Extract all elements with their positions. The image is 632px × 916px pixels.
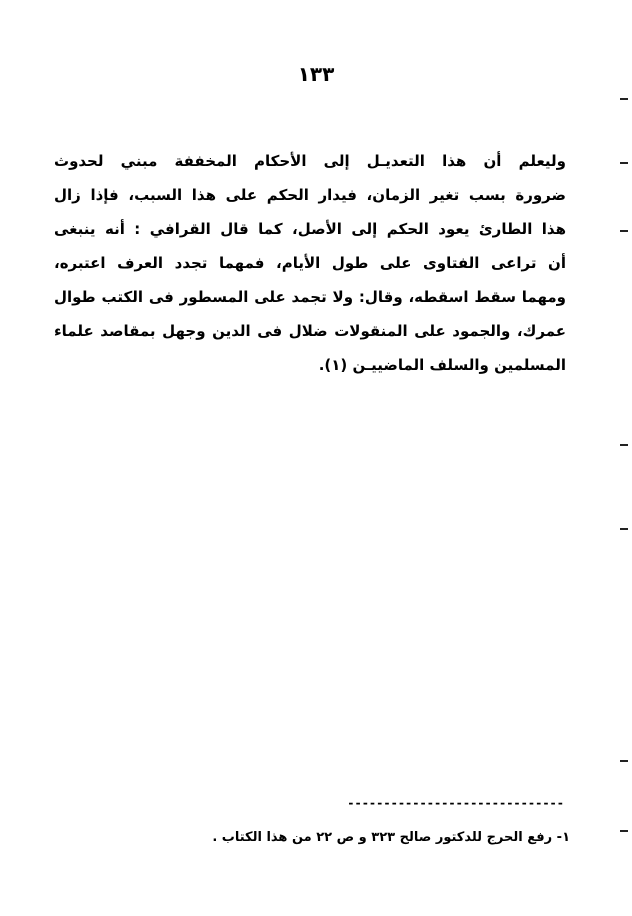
margin-mark (620, 830, 628, 832)
body-line: ضرورة بسب تغير الزمان، فيدار الحكم على هذا السبب، فإذا زال (54, 186, 566, 204)
body-paragraph (54, 144, 566, 382)
body-line: المسلمين والسلف الماضييـن (١). (318, 356, 566, 374)
margin-mark (620, 98, 628, 100)
footnote-separator: ------------------------------ (347, 796, 564, 810)
margin-mark (620, 230, 628, 232)
body-line: وليعلم أن هذا التعديـل إلى الأحكام المخففة مبني لحدوث (54, 152, 566, 170)
page-number: ١٣٣ (297, 62, 335, 86)
body-line: عمرك، والجمود على المنقولات ضلال فى الدين وجهل بمقاصد علماء (54, 322, 566, 340)
body-line: ومهما سقط اسقطه، وقال: ولا تجمد على المسطور فى الكتب طوال (54, 288, 566, 306)
margin-mark (620, 444, 628, 446)
margin-mark (620, 162, 628, 164)
footnote-item: ١- رفع الحرج للدكتور صالح ٣٢٣ و ص ٢٢ من هذا الكتاب . (212, 830, 570, 845)
body-line: هذا الطارئ يعود الحكم إلى الأصل، كما قال القرافي : أنه ينبغى (54, 220, 566, 238)
margin-mark (620, 528, 628, 530)
body-line: أن تراعى الفتاوى على طول الأيام، فمهما تجدد العرف اعتبره، (54, 254, 566, 272)
margin-mark (620, 760, 628, 762)
